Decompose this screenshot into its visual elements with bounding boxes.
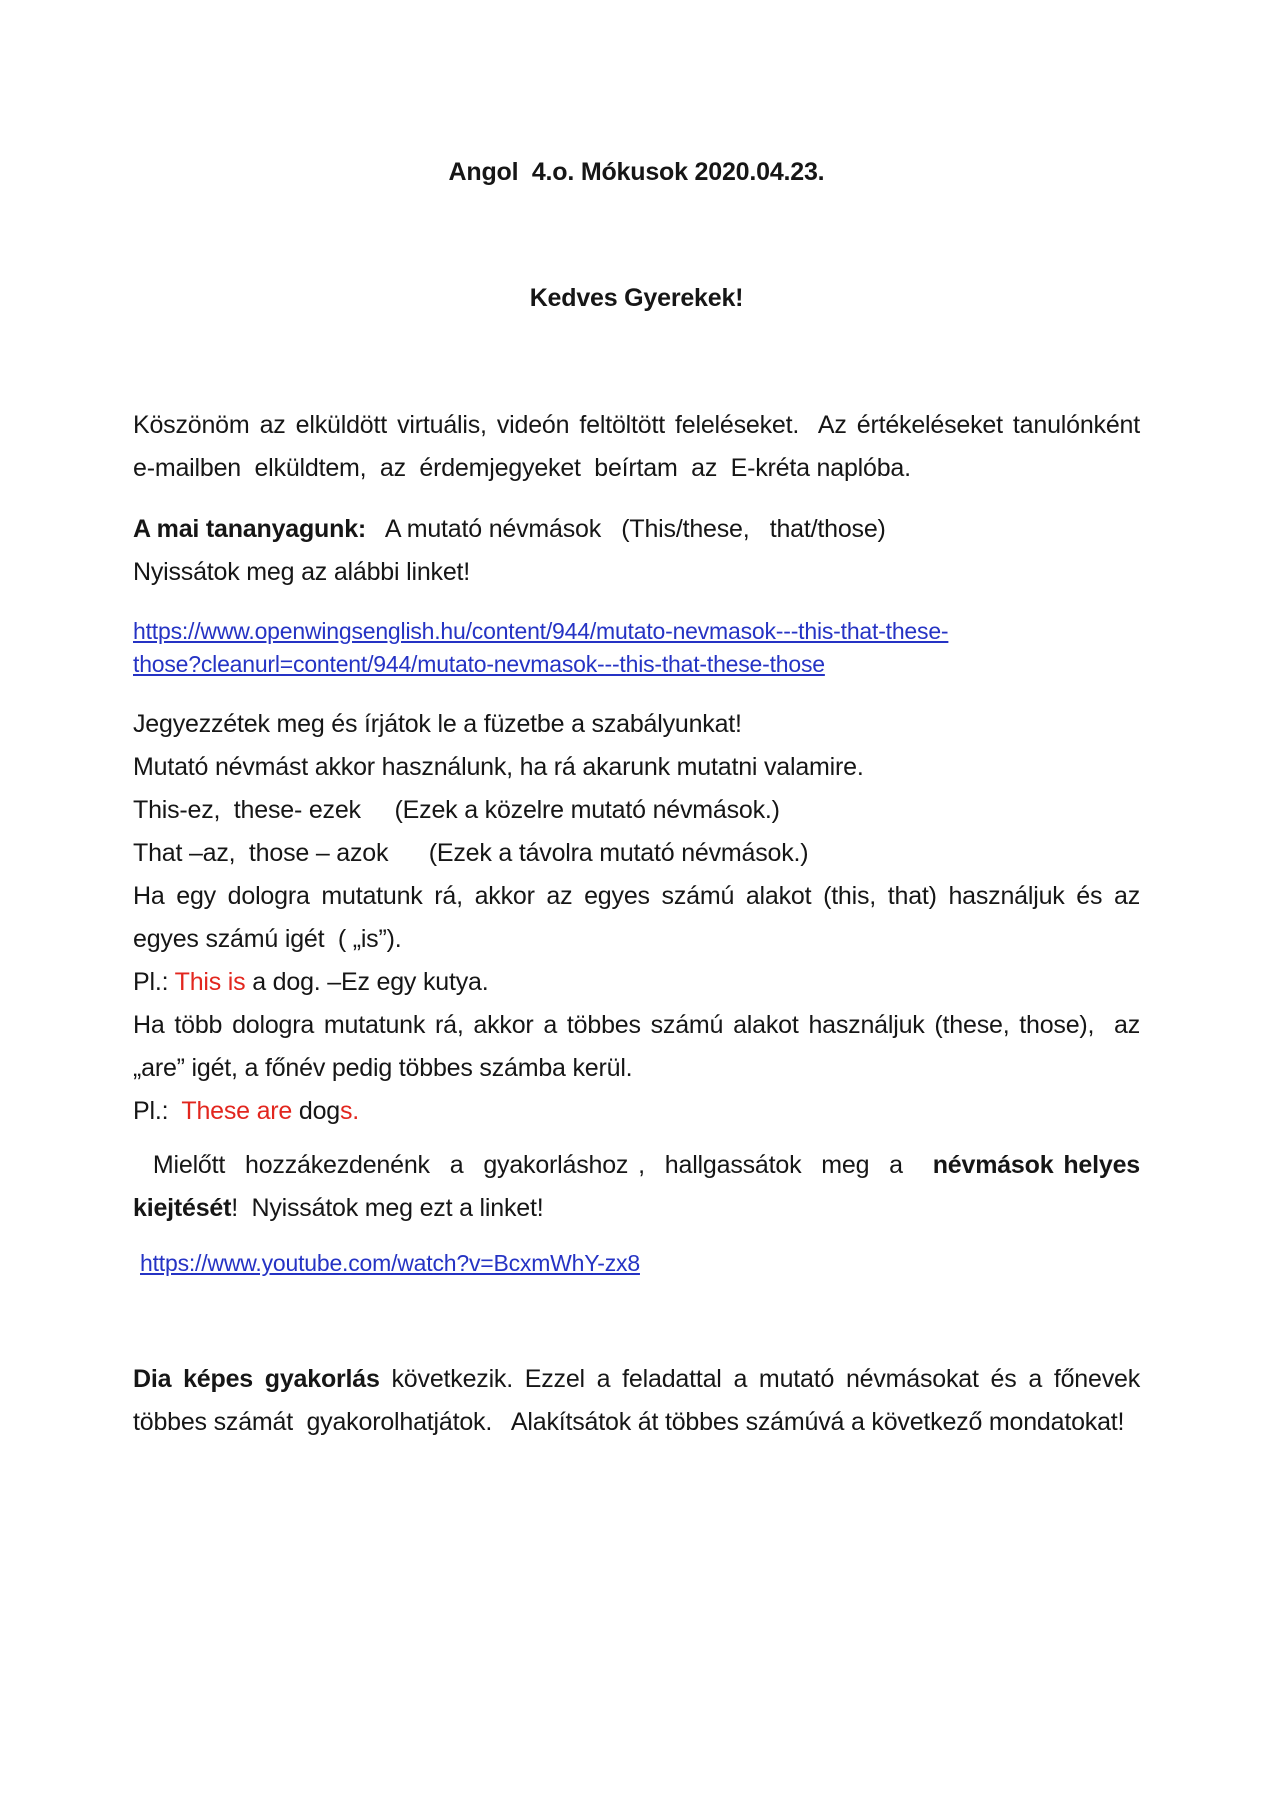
greeting-heading: Kedves Gyerekek! [529, 284, 744, 312]
openwings-link[interactable] [133, 618, 948, 677]
rule-usage: Mutató névmást akkor használunk, ha rá akarunk mutatni valamire. [133, 753, 864, 781]
youtube-link-paragraph [133, 1247, 1140, 1280]
lesson-instruction: Nyissátok meg az alábbi linket! [133, 558, 471, 586]
practice-audio-bold: névmások helyes kiejtését [133, 1151, 1147, 1222]
rule-plural: Ha több dologra mutatunk rá, akkor a többes számú alakot használjuk (these, those), az „are” igét, a főnév pedig többes számba kerül. [133, 1011, 1147, 1082]
openwings-link-line2: those?cleanurl=content/944/mutato-nevmasok---this-that-these-those [133, 651, 825, 677]
practice-slides-rest: következik. Ezzel a feladattal a mutató névmásokat és a főnevek többes számát gyakorolhatjátok. Alakítsátok át többes számúvá a következő mondatokat! [133, 1365, 1154, 1436]
example-plural-mid: dog [292, 1097, 340, 1125]
lesson-paragraph [133, 508, 1140, 594]
lesson-line [133, 508, 1140, 551]
practice-audio-lead: Mielőtt hozzákezdenénk a gyakorláshoz , hallgassátok meg a [133, 1151, 933, 1179]
lesson-topic: A mutató névmások (This/these, that/those) [366, 515, 886, 543]
youtube-link[interactable]: https://www.youtube.com/watch?v=BcxmWhY-zx8 [140, 1250, 640, 1276]
practice-slides-paragraph [133, 1358, 1154, 1444]
example-plural-prefix: Pl.: [133, 1097, 182, 1125]
example-singular-prefix: Pl.: [133, 968, 175, 996]
rule-singular: Ha egy dologra mutatunk rá, akkor az egyes számú alakot (this, that) használjuk és az egyes számú igét ( „is”). [133, 882, 1147, 953]
example-singular-rest: a dog. –Ez egy kutya. [245, 968, 489, 996]
rule-far-pronouns: That –az, those – azok (Ezek a távolra mutató névmások.) [133, 839, 809, 867]
practice-audio-paragraph [133, 1144, 1147, 1230]
example-singular-highlight: This is [174, 968, 246, 996]
rule-note: Jegyezzétek meg és írjátok le a füzetbe a szabályunkat! [133, 710, 742, 738]
practice-slides-bold: Dia képes gyakorlás [133, 1365, 380, 1393]
lesson-label: A mai tananyagunk: [133, 515, 367, 543]
example-plural [133, 1097, 359, 1125]
openwings-link-paragraph [133, 615, 1140, 681]
document-title: Angol 4.o. Mókusok 2020.04.23. [448, 158, 825, 186]
practice-audio-tail: ! Nyissátok meg ezt a linket! [231, 1194, 544, 1222]
openwings-link-line1: https://www.openwingsenglish.hu/content/944/mutato-nevmasok---this-that-these- [133, 618, 949, 644]
rule-near-pronouns: This-ez, these- ezek (Ezek a közelre mutató névmások.) [133, 796, 780, 824]
example-plural-highlight2: s. [340, 1097, 360, 1125]
example-singular [133, 968, 488, 996]
rules-paragraph [133, 703, 1147, 1133]
example-plural-highlight: These are [181, 1097, 293, 1125]
intro-paragraph: Köszönöm az elküldött virtuális, videón feltöltött feleléseket. Az értékeléseket tanulónként e-mailben elküldtem, az érdemjegyeket beírtam az E-kréta naplóba. [133, 411, 1154, 482]
